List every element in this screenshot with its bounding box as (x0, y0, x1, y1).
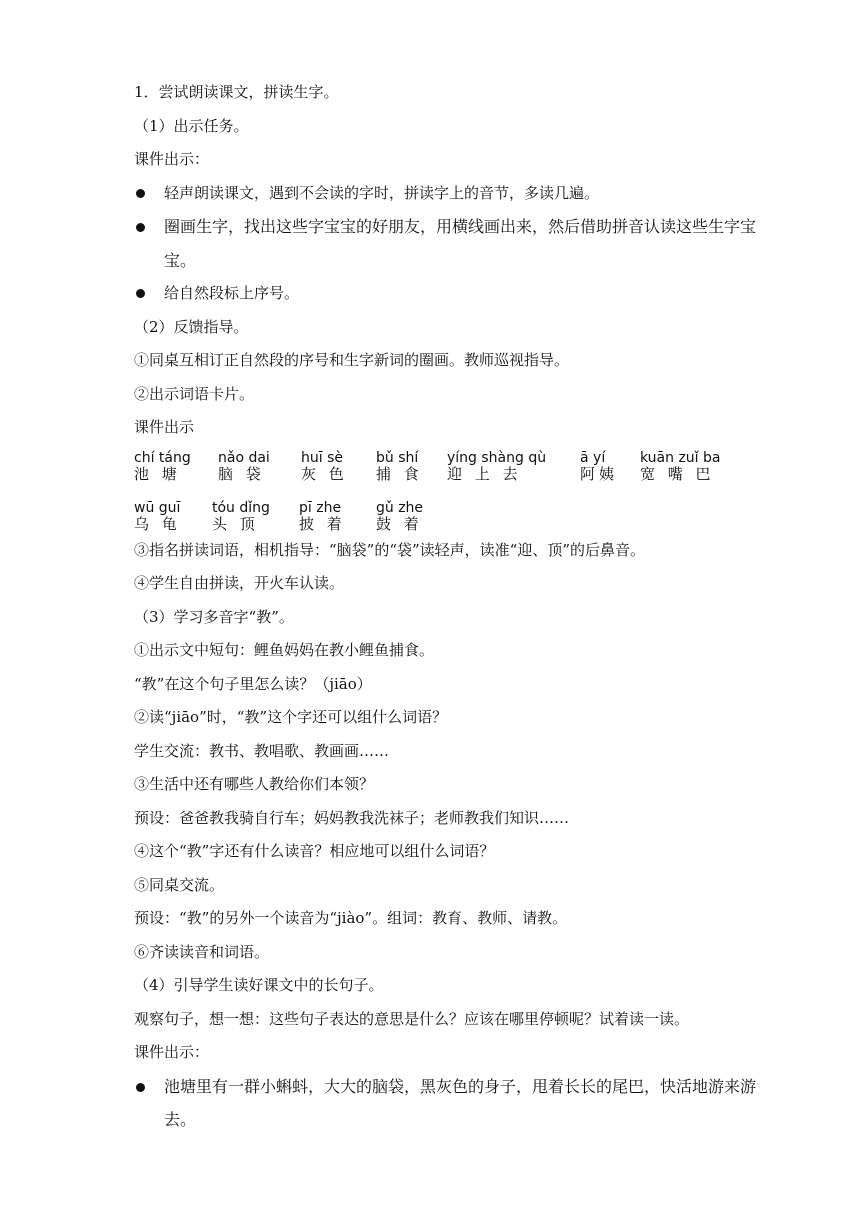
paragraph: ①出示文中短句：鲤鱼妈妈在教小鲤鱼捕食。 (134, 641, 435, 659)
paragraph: ②出示词语卡片。 (134, 384, 255, 403)
word-card: kuān zuǐ ba 宽 嘴 巴 (640, 449, 721, 483)
sub-heading-2: （2）反馈指导。 (134, 317, 249, 336)
word-card: bǔ shí 捕 食 (376, 449, 423, 483)
word-card: ā yí 阿姨 (580, 449, 619, 483)
word-card: chí táng 池 塘 (134, 449, 191, 483)
word-card: pī zhe 披 着 (299, 499, 346, 533)
bullet-dot-icon (136, 1083, 145, 1092)
sub-heading-4: （4）引导学生读好课文中的长句子。 (134, 976, 384, 994)
word-card: huī sè 灰 色 (301, 449, 348, 483)
bullet-text: 轻声朗读课文，遇到不会读的字时，拼读字上的音节，多读几遍。 (164, 183, 600, 202)
paragraph: ③生活中还有哪些人教给你们本领？ (134, 775, 375, 793)
paragraph: ②读“jiāo”时，“教”这个字还可以组什么词语？ (134, 708, 448, 726)
document-body (134, 82, 774, 1143)
step-heading: 1．尝试朗读课文，拼读生字。 (134, 83, 339, 101)
bullet-text: 给自然段标上序号。 (164, 284, 300, 302)
bullet-item (134, 210, 784, 283)
paragraph: ⑥齐读读音和词语。 (134, 942, 270, 961)
courseware-label: 课件出示： (134, 150, 210, 168)
sub-heading-1: （1）出示任务。 (134, 116, 249, 135)
word-card: wū guī 乌 龟 (134, 499, 181, 533)
paragraph: ④这个“教”字还有什么读音？相应地可以组什么词语？ (134, 842, 495, 860)
bullet-text: 圈画生字，找出这些字宝宝的好朋友，用横线画出来，然后借助拼音认读这些生字宝宝。 (164, 217, 757, 270)
paragraph: ④学生自由拼读，开火车认读。 (134, 574, 345, 592)
word-card: gǔ zhe 鼓 着 (376, 499, 424, 533)
bullet-item (134, 283, 774, 317)
bullet-dot-icon (136, 189, 145, 198)
paragraph: ⑤同桌交流。 (134, 875, 225, 894)
paragraph: ①同桌互相订正自然段的序号和生字新词的圈画。教师巡视指导。 (134, 351, 570, 369)
word-card: nǎo dai 脑 袋 (218, 449, 270, 483)
paragraph: 预设：爸爸教我骑自行车；妈妈教我洗袜子；老师教我们知识…… (134, 808, 570, 827)
bullet-text: 池塘里有一群小蝌蚪，大大的脑袋，黑灰色的身子，甩着长长的尾巴，快活地游来游去。 (164, 1076, 757, 1129)
word-card: tóu dǐng 头 顶 (212, 499, 270, 533)
paragraph: 学生交流：教书、教唱歌、教画画…… (134, 741, 390, 760)
courseware-label: 课件出示 (134, 418, 195, 436)
courseware-label: 课件出示： (134, 1043, 210, 1061)
bullet-dot-icon (136, 289, 145, 298)
paragraph: “教”在这个句子里怎么读？（jiāo） (134, 674, 372, 693)
word-card-row (134, 451, 774, 501)
paragraph: 观察句子，想一想：这些句子表达的意思是什么？应该在哪里停顿呢？试着读一读。 (134, 1009, 690, 1028)
paragraph: 预设：“教”的另外一个读音为“jiào”。组词：教育、教师、请教。 (134, 909, 568, 927)
paragraph: ③指名拼读词语，相机指导：“脑袋”的“袋”读轻声，读准“迎、顶”的后鼻音。 (134, 540, 646, 559)
bullet-dot-icon (136, 223, 145, 232)
word-card-row (134, 501, 774, 536)
word-card: yíng shàng qù 迎 上 去 (447, 449, 547, 483)
sub-heading-3: （3）学习多音字“教”。 (134, 607, 294, 626)
bullet-item (134, 1070, 784, 1143)
